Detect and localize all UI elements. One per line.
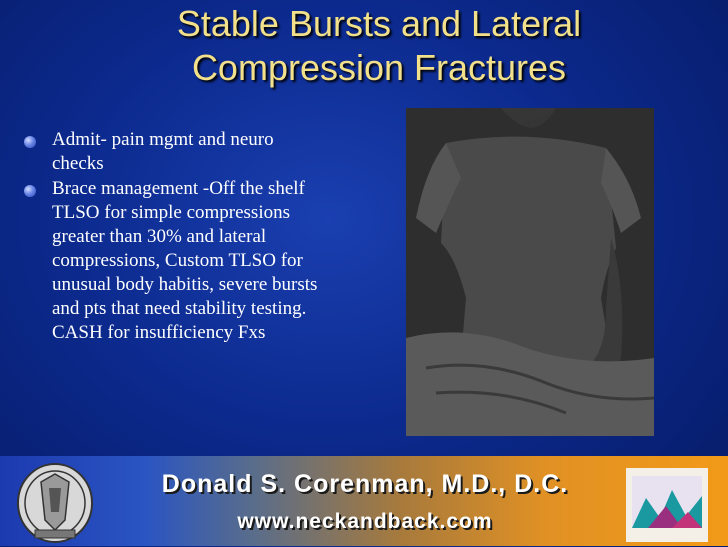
seal-icon xyxy=(15,462,95,544)
bullet-text: Admit- pain mgmt and neuro checks xyxy=(52,129,274,174)
bullet-text: Brace management -Off the shelf TLSO for simple compressions greater than 30% and lateral compressions, Custom TLSO for unusual body habitis, severe bursts and pts that need stability testing. CASH for insufficiency Fxs xyxy=(52,178,318,343)
bullet-icon xyxy=(24,185,36,197)
photo-illustration xyxy=(406,108,654,436)
slide-title-line-1: Stable Bursts and Lateral xyxy=(176,3,582,44)
footer-doctor-name: Donald S. Corenman, M.D., D.C. xyxy=(161,470,569,498)
bullet-item xyxy=(18,177,318,345)
clinic-logo-icon xyxy=(626,468,708,542)
bullet-icon xyxy=(24,136,36,148)
bullet-item xyxy=(18,128,318,176)
footer-website-link[interactable]: www.neckandback.com xyxy=(237,510,493,533)
slide-title-line-2: Compression Fractures xyxy=(191,47,567,88)
bullet-list xyxy=(18,128,318,346)
patient-brace-photo xyxy=(406,108,654,436)
clinic-logo xyxy=(626,468,708,542)
slide-title xyxy=(0,2,728,90)
